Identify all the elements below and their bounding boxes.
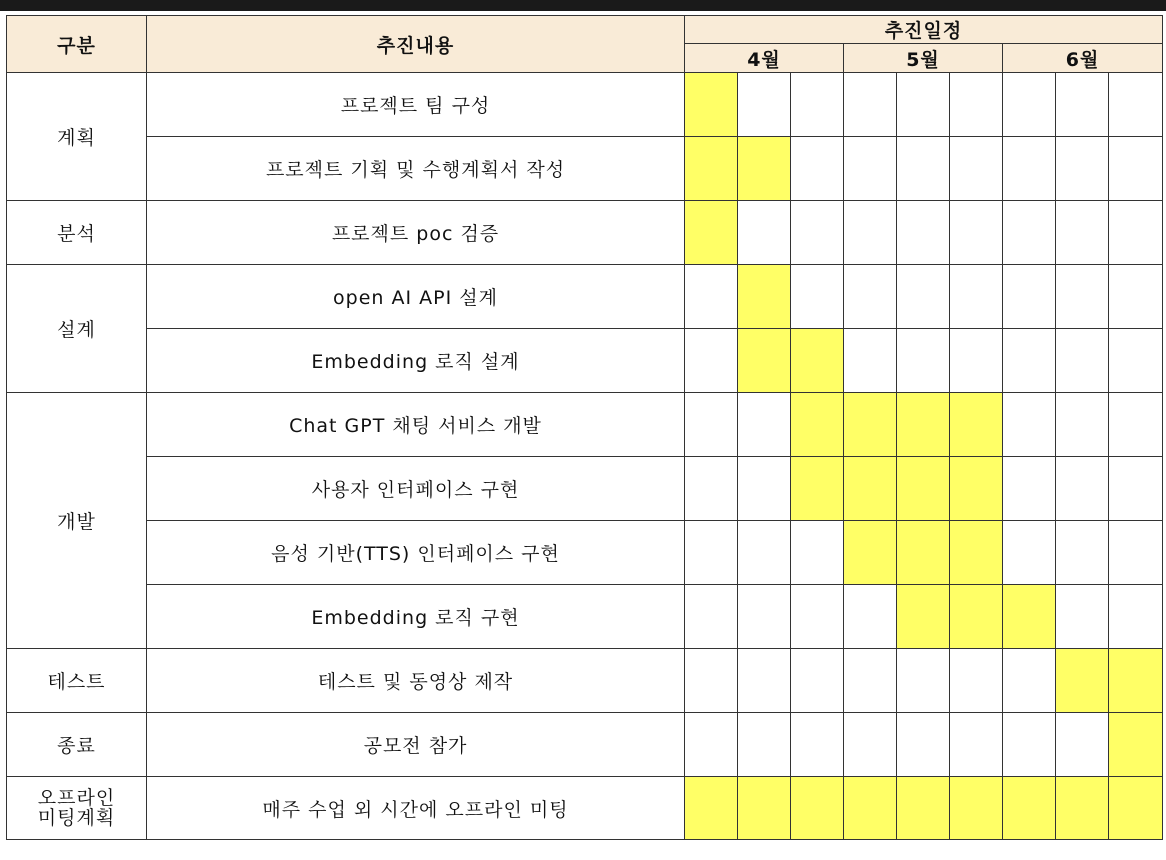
schedule-cell-empty bbox=[844, 73, 897, 137]
schedule-cell-active bbox=[897, 457, 950, 521]
schedule-cell-active bbox=[844, 777, 897, 840]
schedule-cell-empty bbox=[897, 73, 950, 137]
schedule-cell-empty bbox=[844, 649, 897, 713]
schedule-cell-active bbox=[844, 457, 897, 521]
schedule-cell-empty bbox=[738, 649, 791, 713]
schedule-cell-empty bbox=[1056, 521, 1109, 585]
header-category: 구분 bbox=[7, 16, 147, 73]
schedule-cell-active bbox=[791, 457, 844, 521]
schedule-cell-empty bbox=[844, 329, 897, 393]
schedule-cell-empty bbox=[1056, 457, 1109, 521]
table-row bbox=[7, 585, 1163, 649]
schedule-cell-empty bbox=[1056, 329, 1109, 393]
schedule-cell-active bbox=[1056, 649, 1109, 713]
schedule-cell-active bbox=[685, 777, 738, 840]
task-cell: 프로젝트 기획 및 수행계획서 작성 bbox=[147, 137, 685, 201]
task-cell: 프로젝트 팀 구성 bbox=[147, 73, 685, 137]
schedule-cell-empty bbox=[1109, 137, 1163, 201]
schedule-cell-empty bbox=[791, 265, 844, 329]
schedule-cell-empty bbox=[1056, 585, 1109, 649]
table-row bbox=[7, 713, 1163, 777]
schedule-cell-active bbox=[897, 777, 950, 840]
schedule-cell-empty bbox=[844, 137, 897, 201]
schedule-cell-active bbox=[897, 585, 950, 649]
schedule-cell-empty bbox=[738, 713, 791, 777]
schedule-cell-empty bbox=[685, 329, 738, 393]
schedule-cell-empty bbox=[897, 649, 950, 713]
top-border-bar bbox=[0, 0, 1166, 11]
schedule-cell-active bbox=[685, 73, 738, 137]
schedule-body bbox=[7, 73, 1163, 840]
header-month-april: 4월 bbox=[685, 44, 844, 73]
schedule-cell-empty bbox=[1056, 137, 1109, 201]
schedule-cell-empty bbox=[685, 585, 738, 649]
schedule-cell-empty bbox=[1056, 713, 1109, 777]
table-row bbox=[7, 201, 1163, 265]
schedule-cell-empty bbox=[1056, 393, 1109, 457]
schedule-cell-empty bbox=[791, 137, 844, 201]
category-cell: 테스트 bbox=[7, 649, 147, 713]
schedule-cell-empty bbox=[1003, 713, 1056, 777]
schedule-cell-active bbox=[1003, 777, 1056, 840]
schedule-cell-empty bbox=[1109, 201, 1163, 265]
schedule-cell-empty bbox=[1109, 329, 1163, 393]
schedule-cell-empty bbox=[1109, 457, 1163, 521]
schedule-cell-empty bbox=[897, 201, 950, 265]
schedule-cell-active bbox=[685, 201, 738, 265]
table-row bbox=[7, 137, 1163, 201]
schedule-cell-empty bbox=[685, 457, 738, 521]
task-cell: 공모전 참가 bbox=[147, 713, 685, 777]
schedule-cell-empty bbox=[1003, 393, 1056, 457]
schedule-cell-empty bbox=[897, 265, 950, 329]
task-cell: Embedding 로직 구현 bbox=[147, 585, 685, 649]
task-cell: 매주 수업 외 시간에 오프라인 미팅 bbox=[147, 777, 685, 840]
table-row bbox=[7, 649, 1163, 713]
task-cell: Chat GPT 채팅 서비스 개발 bbox=[147, 393, 685, 457]
schedule-cell-empty bbox=[1109, 393, 1163, 457]
header-content: 추진내용 bbox=[147, 16, 685, 73]
schedule-cell-empty bbox=[950, 649, 1003, 713]
schedule-cell-empty bbox=[1003, 649, 1056, 713]
task-cell: 음성 기반(TTS) 인터페이스 구현 bbox=[147, 521, 685, 585]
table-row bbox=[7, 393, 1163, 457]
schedule-page bbox=[0, 11, 1166, 860]
schedule-cell-empty bbox=[1109, 585, 1163, 649]
schedule-cell-empty bbox=[1003, 201, 1056, 265]
schedule-cell-empty bbox=[950, 713, 1003, 777]
task-cell: 테스트 및 동영상 제작 bbox=[147, 649, 685, 713]
schedule-cell-empty bbox=[844, 201, 897, 265]
schedule-cell-empty bbox=[738, 521, 791, 585]
schedule-cell-empty bbox=[1003, 457, 1056, 521]
category-cell: 분석 bbox=[7, 201, 147, 265]
schedule-cell-empty bbox=[1109, 265, 1163, 329]
schedule-cell-empty bbox=[685, 521, 738, 585]
project-schedule-table bbox=[6, 15, 1163, 840]
header-schedule: 추진일정 bbox=[685, 16, 1163, 44]
schedule-cell-active bbox=[844, 393, 897, 457]
schedule-cell-empty bbox=[791, 713, 844, 777]
schedule-cell-empty bbox=[897, 713, 950, 777]
schedule-cell-active bbox=[791, 329, 844, 393]
schedule-cell-empty bbox=[1003, 137, 1056, 201]
schedule-cell-empty bbox=[950, 201, 1003, 265]
schedule-cell-empty bbox=[950, 265, 1003, 329]
schedule-cell-empty bbox=[791, 585, 844, 649]
schedule-cell-empty bbox=[738, 201, 791, 265]
schedule-cell-active bbox=[1109, 777, 1163, 840]
schedule-cell-empty bbox=[738, 585, 791, 649]
schedule-cell-active bbox=[1109, 649, 1163, 713]
schedule-cell-active bbox=[950, 521, 1003, 585]
schedule-cell-empty bbox=[1003, 265, 1056, 329]
schedule-cell-active bbox=[950, 585, 1003, 649]
category-cell: 개발 bbox=[7, 393, 147, 649]
schedule-cell-empty bbox=[685, 649, 738, 713]
schedule-cell-empty bbox=[897, 329, 950, 393]
schedule-cell-active bbox=[738, 137, 791, 201]
schedule-cell-empty bbox=[791, 201, 844, 265]
schedule-cell-empty bbox=[738, 393, 791, 457]
schedule-cell-active bbox=[1003, 585, 1056, 649]
task-cell: 프로젝트 poc 검증 bbox=[147, 201, 685, 265]
schedule-cell-empty bbox=[950, 73, 1003, 137]
schedule-cell-active bbox=[685, 137, 738, 201]
schedule-cell-empty bbox=[738, 73, 791, 137]
header-month-may: 5월 bbox=[844, 44, 1003, 73]
schedule-cell-active bbox=[1109, 713, 1163, 777]
table-row bbox=[7, 265, 1163, 329]
schedule-cell-empty bbox=[844, 585, 897, 649]
schedule-cell-empty bbox=[791, 73, 844, 137]
schedule-cell-empty bbox=[791, 521, 844, 585]
schedule-cell-active bbox=[950, 777, 1003, 840]
schedule-cell-active bbox=[950, 393, 1003, 457]
table-row bbox=[7, 777, 1163, 840]
schedule-cell-empty bbox=[950, 137, 1003, 201]
schedule-cell-active bbox=[950, 457, 1003, 521]
schedule-cell-empty bbox=[791, 649, 844, 713]
category-cell: 종료 bbox=[7, 713, 147, 777]
schedule-cell-empty bbox=[1003, 329, 1056, 393]
schedule-cell-active bbox=[897, 521, 950, 585]
table-row bbox=[7, 329, 1163, 393]
schedule-cell-active bbox=[897, 393, 950, 457]
schedule-cell-empty bbox=[1056, 201, 1109, 265]
task-cell: Embedding 로직 설계 bbox=[147, 329, 685, 393]
schedule-cell-empty bbox=[844, 265, 897, 329]
schedule-cell-empty bbox=[844, 713, 897, 777]
schedule-cell-empty bbox=[1003, 73, 1056, 137]
task-cell: open AI API 설계 bbox=[147, 265, 685, 329]
schedule-cell-active bbox=[1056, 777, 1109, 840]
schedule-cell-active bbox=[791, 777, 844, 840]
schedule-cell-active bbox=[844, 521, 897, 585]
schedule-cell-active bbox=[738, 329, 791, 393]
task-cell: 사용자 인터페이스 구현 bbox=[147, 457, 685, 521]
schedule-cell-active bbox=[738, 777, 791, 840]
schedule-cell-empty bbox=[1056, 73, 1109, 137]
schedule-cell-empty bbox=[685, 265, 738, 329]
schedule-cell-active bbox=[738, 265, 791, 329]
schedule-cell-empty bbox=[950, 329, 1003, 393]
schedule-cell-empty bbox=[685, 713, 738, 777]
schedule-cell-active bbox=[791, 393, 844, 457]
schedule-cell-empty bbox=[1003, 521, 1056, 585]
table-row bbox=[7, 457, 1163, 521]
schedule-cell-empty bbox=[1109, 73, 1163, 137]
schedule-cell-empty bbox=[897, 137, 950, 201]
category-cell: 설계 bbox=[7, 265, 147, 393]
schedule-cell-empty bbox=[685, 393, 738, 457]
table-row bbox=[7, 521, 1163, 585]
schedule-cell-empty bbox=[1109, 521, 1163, 585]
category-cell: 계획 bbox=[7, 73, 147, 201]
table-row bbox=[7, 73, 1163, 137]
schedule-cell-empty bbox=[1056, 265, 1109, 329]
header-month-june: 6월 bbox=[1003, 44, 1163, 73]
category-cell: 오프라인 미팅계획 bbox=[7, 777, 147, 840]
schedule-cell-empty bbox=[738, 457, 791, 521]
